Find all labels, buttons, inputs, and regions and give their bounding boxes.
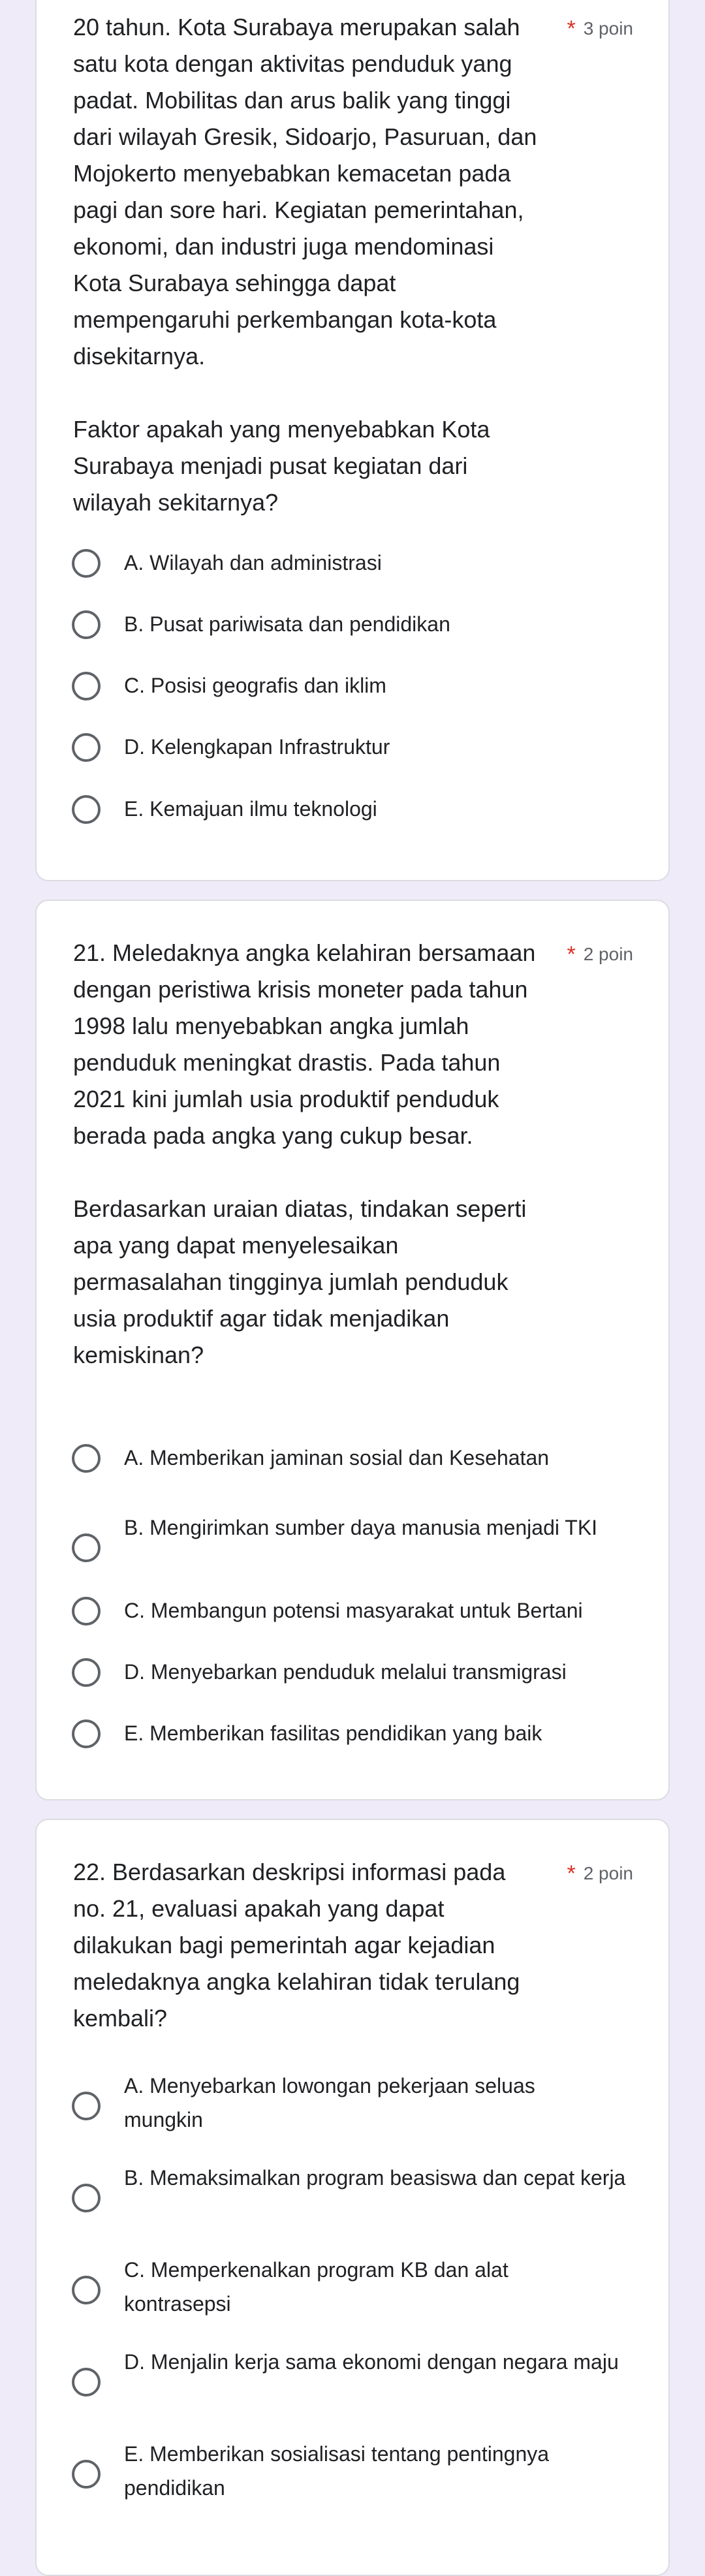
option-b[interactable] xyxy=(72,1517,633,1589)
radio-button[interactable] xyxy=(72,2368,101,2396)
question-text: 22. Berdasarkan deskripsi informasi pada no. 21, evaluasi apakah yang dapat dilakukan bagi pemerintah agar kejadian meledaknya angka kelahiran tidak terulang kembali? xyxy=(73,1859,520,2032)
required-asterisk: * xyxy=(567,942,576,967)
required-asterisk: * xyxy=(567,16,576,41)
option-c[interactable] xyxy=(72,670,633,715)
option-label: B. Mengirimkan sumber daya manusia menjadi TKI xyxy=(124,1516,598,1539)
option-d[interactable] xyxy=(72,1656,633,1702)
radio-button[interactable] xyxy=(72,795,101,824)
option-b[interactable] xyxy=(72,608,633,654)
radio-button[interactable] xyxy=(72,2184,101,2212)
option-e[interactable] xyxy=(72,793,633,839)
option-label: B. Pusat pariwisata dan pendidikan xyxy=(124,612,450,636)
option-label: E. Memberikan sosialisasi tentang pentingnya pendidikan xyxy=(124,2442,550,2500)
required-asterisk: * xyxy=(567,1861,576,1886)
option-label: D. Menjalin kerja sama ekonomi dengan negara maju xyxy=(124,2350,619,2374)
radio-button[interactable] xyxy=(72,610,101,639)
option-d[interactable] xyxy=(72,731,633,777)
option-c[interactable] xyxy=(72,1595,633,1641)
question-points: * 2 poin xyxy=(567,1861,633,1886)
option-a[interactable] xyxy=(72,2075,633,2147)
radio-button[interactable] xyxy=(72,733,101,762)
question-card-22 xyxy=(35,1819,670,2576)
question-card-20 xyxy=(35,0,670,881)
radio-button[interactable] xyxy=(72,1597,101,1626)
radio-button[interactable] xyxy=(72,549,101,578)
question-prompt: Faktor apakah yang menyebabkan Kota Surabaya menjadi pusat kegiatan dari wilayah sekitarnya? xyxy=(73,416,490,516)
question-prompt: Berdasarkan uraian diatas, tindakan seperti apa yang dapat menyelesaikan permasalahan tingginya jumlah penduduk usia produktif agar tidak menjadikan kemiskinan? xyxy=(73,1195,527,1368)
question-points: * 2 poin xyxy=(567,942,633,967)
option-label: C. Memperkenalkan program KB dan alat kontrasepsi xyxy=(124,2258,509,2316)
option-a[interactable] xyxy=(72,547,633,593)
radio-button[interactable] xyxy=(72,2092,101,2120)
option-e[interactable] xyxy=(72,1718,633,1763)
option-label: E. Memberikan fasilitas pendidikan yang baik xyxy=(124,1721,542,1745)
question-text: 20 tahun. Kota Surabaya merupakan salah satu kota dengan aktivitas penduduk yang padat. Mobilitas dan arus balik yang tinggi dari wilayah Gresik, Sidoarjo, Pasuruan, dan Mojokerto menyebabkan kemacetan pada pagi dan sore hari. Kegiatan pemerintahan, ekonomi, dan industri juga mendominasi Kota Surabaya sehingga dapat mempengaruhi perkembangan kota-kota disekitarnya. Faktor apakah yang menyebabkan Kota Surabaya menjadi pusat kegiatan dari wilayah sekitarnya? xyxy=(73,9,543,521)
radio-button[interactable] xyxy=(72,2276,101,2304)
radio-button[interactable] xyxy=(72,1444,101,1473)
radio-button[interactable] xyxy=(72,1533,101,1562)
option-label: B. Memaksimalkan program beasiswa dan cepat kerja xyxy=(124,2166,626,2190)
question-points: * 3 poin xyxy=(567,16,633,41)
option-c[interactable] xyxy=(72,2259,633,2331)
option-label: A. Wilayah dan administrasi xyxy=(124,551,382,574)
option-label: D. Menyebarkan penduduk melalui transmigrasi xyxy=(124,1660,567,1684)
option-label: C. Membangun potensi masyarakat untuk Bertani xyxy=(124,1599,583,1622)
radio-button[interactable] xyxy=(72,1658,101,1687)
option-label: A. Memberikan jaminan sosial dan Kesehatan xyxy=(124,1446,550,1469)
question-card-21 xyxy=(35,900,670,1800)
option-label: C. Posisi geografis dan iklim xyxy=(124,674,386,697)
radio-button[interactable] xyxy=(72,2460,101,2489)
option-label: E. Kemajuan ilmu teknologi xyxy=(124,797,377,821)
option-e[interactable] xyxy=(72,2443,633,2515)
radio-button[interactable] xyxy=(72,1720,101,1748)
radio-button[interactable] xyxy=(72,672,101,700)
option-label: D. Kelengkapan Infrastruktur xyxy=(124,735,390,759)
option-a[interactable] xyxy=(72,1442,633,1488)
option-label: A. Menyebarkan lowongan pekerjaan seluas mungkin xyxy=(124,2074,535,2131)
option-d[interactable] xyxy=(72,2351,633,2423)
question-text: 21. Meledaknya angka kelahiran bersamaan dengan peristiwa krisis moneter pada tahun 1998 lalu menyebabkan angka jumlah penduduk meningkat drastis. Pada tahun 2021 kini jumlah usia produktif penduduk berada pada angka yang cukup besar. Berdasarkan uraian diatas, tindakan seperti apa yang dapat menyelesaikan permasalahan tingginya jumlah penduduk usia produktif agar tidak menjadikan kemiskinan? xyxy=(73,935,543,1374)
option-b[interactable] xyxy=(72,2167,633,2239)
